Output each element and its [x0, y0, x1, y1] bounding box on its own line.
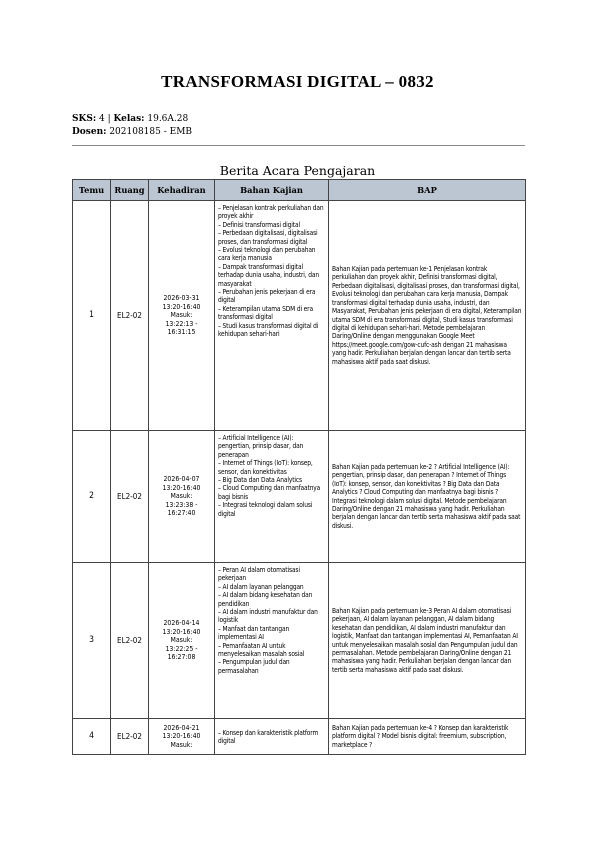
kehadiran-line: Masuk:: [170, 311, 193, 320]
table-row: [73, 431, 526, 563]
bahan-item: – Perubahan jenis pekerjaan di era digital: [218, 288, 316, 305]
dosen-value: 202108185 - EMB: [106, 127, 193, 137]
bahan-item: – AI dalam layanan pelanggan: [218, 582, 304, 591]
table-row: [73, 719, 526, 755]
bahan-item: – Perbedaan digitalisasi, digitalisasi proses, dan transformasi digital: [218, 229, 318, 246]
bahan-item: – Integrasi teknologi dalam solusi digital: [218, 501, 313, 518]
ruang-cell: EL2-02: [111, 201, 149, 431]
teaching-record-table: [72, 179, 526, 755]
kelas-value: 19.6A.28: [144, 114, 189, 124]
ruang-cell: EL2-02: [111, 719, 149, 755]
course-info: [72, 113, 188, 126]
bap-cell: Bahan Kajian pada pertemuan ke-2 ? Artificial Intelligence (AI): pengertian, prinsip dasar, dan penerapan ? Internet of Things (IoT): konsep, sensor, dan konektivitas ? Big Data dan Data Analytics ? Cloud Computing dan manfaatnya bagi bisnis ? Integrasi teknologi dalam solusi digital. Metode pembelajaran Daring/Online dengan 21 mahasiswa yang hadir. Perkuliahan berjalan dengan lancar dan tertib serta mahasiswa aktif pada saat diskusi.: [329, 431, 526, 563]
kehadiran-line: 13:23:38 -: [165, 500, 198, 509]
section-title: Berita Acara Pengajaran: [219, 163, 376, 178]
bahan-item: – Studi kasus transformasi digital di kehidupan sehari-hari: [218, 321, 319, 339]
kehadiran-cell: [149, 719, 215, 755]
bahan-kajian-cell: [215, 563, 329, 719]
kehadiran-cell: [149, 431, 215, 563]
bahan-item: – Internet of Things (IoT): konsep, sensor, dan konektivitas: [218, 459, 313, 476]
bahan-item: – Pemanfaatan AI untuk menyelesaikan masalah sosial: [218, 641, 305, 659]
bap-cell: Bahan Kajian pada pertemuan ke-4 ? Konsep dan karakteristik platform digital ? Model bisnis digital: freemium, subscription, marketplace ?: [329, 719, 526, 755]
kehadiran-line: Masuk:: [170, 636, 193, 645]
bahan-item: – Definisi transformasi digital: [218, 220, 300, 229]
kehadiran-line: 16:31:15: [167, 328, 196, 337]
temu-cell: 4: [73, 719, 111, 755]
bahan-item: – Evolusi teknologi dan perubahan cara kerja manusia: [218, 246, 316, 263]
bap-cell: Bahan Kajian pada pertemuan ke-1 Penjelasan kontrak perkuliahan dan proyek akhir, Definisi transformasi digital, Perbedaan digitalisasi, digitalisasi proses, dan transformasi digital, Evolusi teknologi dan perubahan cara kerja manusia, Dampak transformasi digital terhadap dunia usaha, industri, dan Masyarakat, Perubahan jenis pekerjaan di era digital, Keterampilan utama SDM di era transformasi digital, Studi kasus transformasi digital di kehidupan sehari-hari. Metode pembelajaran Daring/Online dengan menggunakan Google Meet https://meet.google.com/gow-cufc-ash dengan 21 mahasiswa yang hadir. Perkuliahan berjalan dengan lancar dan tertib serta mahasiswa aktif pada saat diskusi.: [329, 201, 526, 431]
header-bahan-kajian: Bahan Kajian: [215, 180, 329, 201]
bahan-kajian-cell: [215, 201, 329, 431]
kehadiran-line: 13:20-16:40: [162, 483, 201, 492]
kehadiran-line: 13:20-16:40: [162, 627, 201, 636]
temu-cell: 3: [73, 563, 111, 719]
kehadiran-line: 16:27:40: [167, 509, 196, 518]
header-temu: Temu: [73, 180, 111, 201]
kehadiran-line: 2026-04-21: [163, 723, 200, 732]
sks-value: 4 |: [96, 114, 114, 124]
bahan-item: – Keterampilan utama SDM di era transformasi digital: [218, 304, 313, 322]
bahan-item: – Peran AI dalam otomatisasi pekerjaan: [218, 566, 300, 583]
document-title: TRANSFORMASI DIGITAL – 0832: [161, 72, 434, 91]
bahan-kajian-cell: [215, 431, 329, 563]
ruang-cell: EL2-02: [111, 563, 149, 719]
ruang-cell: EL2-02: [111, 431, 149, 563]
kehadiran-line: 13:22:13 -: [165, 319, 198, 328]
bahan-item: – Artificial Intelligence (AI): pengertian, prinsip dasar, dan penerapan: [218, 434, 304, 459]
header-bap: BAP: [329, 180, 526, 201]
kehadiran-cell: [149, 563, 215, 719]
sks-label: SKS:: [72, 114, 97, 124]
dosen-label: Dosen:: [72, 127, 107, 137]
kehadiran-line: 13:20-16:40: [162, 302, 201, 311]
divider: [72, 145, 525, 146]
bahan-item: – Dampak transformasi digital terhadap dunia usaha, industri, dan masyarakat: [218, 262, 319, 288]
bap-cell: Bahan Kajian pada pertemuan ke-3 Peran AI dalam otomatisasi pekerjaan, AI dalam layanan pelanggan, AI dalam bidang kesehatan dan pendidikan, AI dalam industri manufaktur dan logistik, Manfaat dan tantangan implementasi AI, Pemanfaatan AI untuk menyelesaikan masalah sosial dan Pengumpulan judul dan permasalahan. Metode pembelajaran Daring/Online dengan 21 mahasiswa yang hadir. Perkuliahan berjalan dengan lancar dan tertib serta mahasiswa aktif pada saat diskusi.: [329, 563, 526, 719]
bahan-item: – Manfaat dan tantangan implementasi AI: [218, 624, 290, 642]
bahan-item: – AI dalam bidang kesehatan dan pendidikan: [218, 591, 313, 608]
table-row: [73, 563, 526, 719]
kehadiran-line: 13:22:25 -: [165, 644, 198, 653]
lecturer-info: [72, 126, 192, 139]
kehadiran-cell: [149, 201, 215, 431]
kehadiran-line: 2026-04-07: [163, 475, 200, 484]
bahan-item: – Cloud Computing dan manfaatnya bagi bisnis: [218, 484, 321, 501]
temu-cell: 2: [73, 431, 111, 563]
table-header-row: [73, 180, 526, 201]
bahan-item: – Big Data dan Data Analytics: [218, 476, 302, 485]
bahan-item: – Pengumpulan judul dan permasalahan: [218, 658, 290, 675]
kehadiran-line: 16:27:08: [167, 653, 196, 662]
kehadiran-line: 13:20-16:40: [162, 732, 201, 741]
temu-cell: 1: [73, 201, 111, 431]
bahan-item: – AI dalam industri manufaktur dan logistik: [218, 608, 318, 625]
bahan-item: – Penjelasan kontrak perkuliahan dan proyek akhir: [218, 204, 324, 221]
header-kehadiran: Kehadiran: [149, 180, 215, 201]
kehadiran-line: 2026-03-31: [163, 294, 200, 303]
bahan-kajian-cell: [215, 719, 329, 755]
kehadiran-line: Masuk:: [170, 492, 193, 501]
kehadiran-line: Masuk:: [170, 740, 193, 749]
kelas-label: Kelas:: [113, 114, 145, 124]
header-ruang: Ruang: [111, 180, 149, 201]
kehadiran-line: 2026-04-14: [163, 619, 200, 628]
bahan-item: – Konsep dan karakteristik platform digital: [218, 728, 319, 745]
table-row: [73, 201, 526, 431]
